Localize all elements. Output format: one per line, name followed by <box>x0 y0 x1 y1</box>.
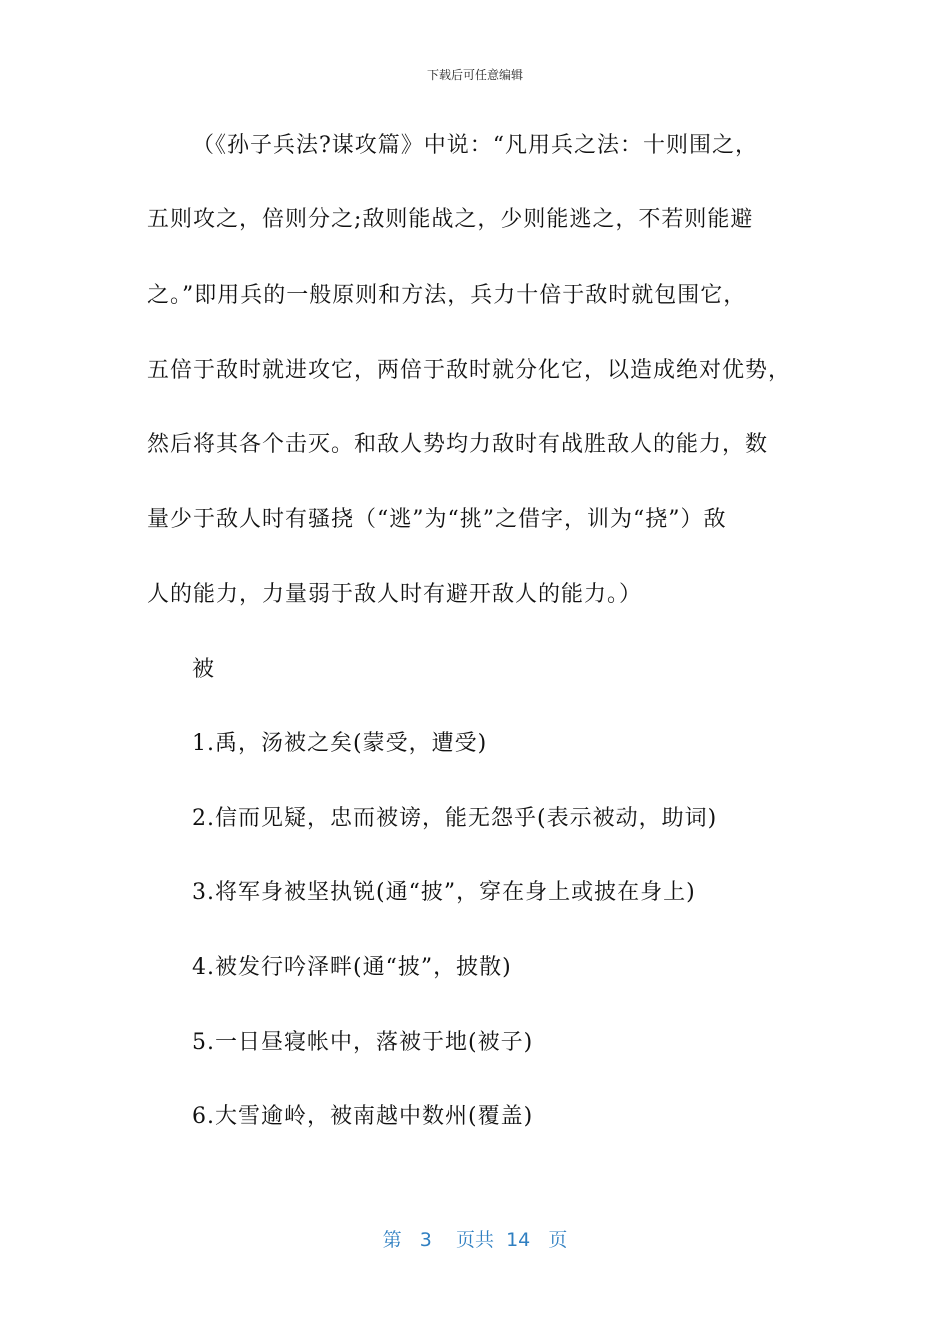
paragraph-line: 五倍于敌时就进攻它，两倍于敌时就分化它，以造成绝对优势， <box>147 358 792 383</box>
paragraph-line: 五则攻之，倍则分之;敌则能战之，少则能逃之，不若则能避 <box>147 207 754 232</box>
list-item: 2.信而见疑，忠而被谤，能无怨乎(表示被动，助词) <box>192 806 718 831</box>
entry-heading: 被 <box>192 657 216 682</box>
page-footer <box>0 1225 950 1252</box>
paragraph-line: 之。”即用兵的一般原则和方法，兵力十倍于敌时就包围它， <box>147 283 747 308</box>
paragraph-line: 然后将其各个击灭。和敌人势均力敌时有战胜敌人的能力，数 <box>147 432 769 457</box>
list-item: 1.禹，汤被之矣(蒙受，遭受) <box>192 731 488 756</box>
paragraph-line: 量少于敌人时有骚挠（“逃”为“挑”之借字，训为“挠”）敌 <box>147 507 727 532</box>
page-header: 下载后可任意编辑 <box>426 68 523 82</box>
total-pages-number: 14 <box>506 1229 531 1251</box>
paragraph-line: （《孙子兵法?谋攻篇》中说：“凡用兵之法：十则围之， <box>192 133 759 158</box>
paragraph-line: 人的能力，力量弱于敌人时有避开敌人的能力。） <box>147 582 643 607</box>
list-item: 5.一日昼寝帐中，落被于地(被子) <box>192 1030 534 1055</box>
list-item: 4.被发行吟泽畔(通“披”，披散) <box>192 955 512 980</box>
footer-prefix: 第 <box>382 1229 402 1251</box>
current-page-number: 3 <box>419 1229 432 1251</box>
list-item: 6.大雪逾岭，被南越中数州(覆盖) <box>192 1104 534 1129</box>
list-item: 3.将军身被坚执锐(通“披”，穿在身上或披在身上) <box>192 880 696 905</box>
footer-middle: 页共 <box>455 1229 494 1251</box>
footer-suffix: 页 <box>548 1229 568 1251</box>
